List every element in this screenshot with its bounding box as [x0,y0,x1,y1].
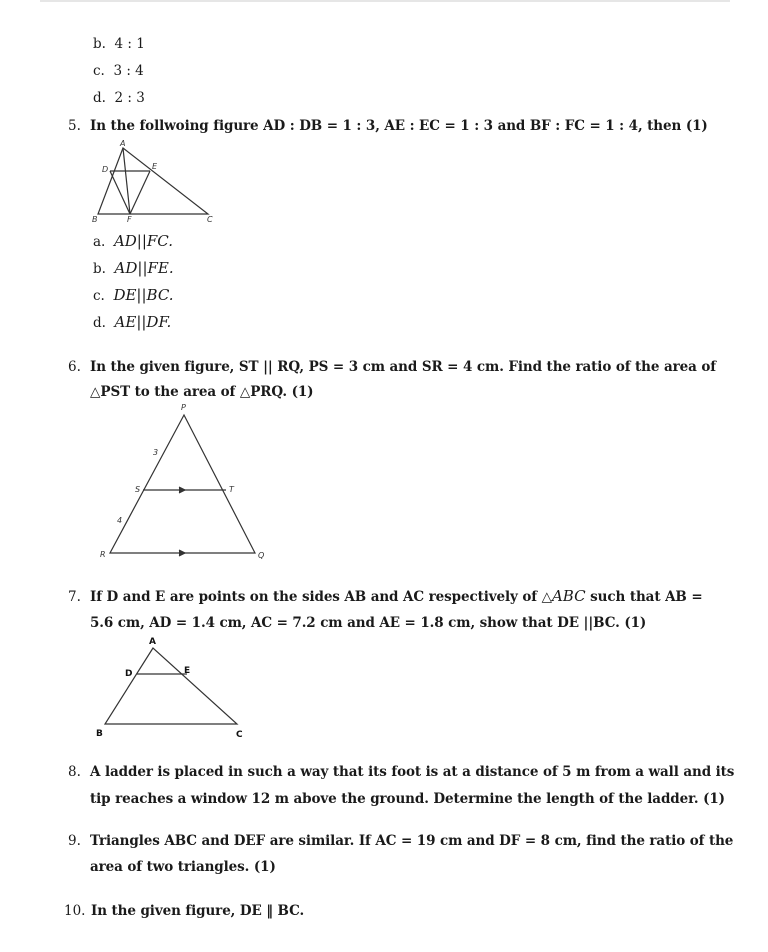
question-text-line2a: PST to the area of [100,384,240,400]
q7-figure [95,636,255,746]
question-text-line2: 5.6 cm, AD = 1.4 cm, AC = 7.2 cm and AE = 1.8 cm, show that DE ||BC. (1) [90,615,647,631]
q5-label-f: F [127,215,132,224]
q7-label-d: D [125,669,133,679]
question-text-line1b: such that AB = [585,589,703,605]
triangle-symbol: △ [239,384,251,400]
option-c: c. 3 : 4 [93,63,144,79]
question-text-line2: area of two triangles. (1) [90,859,276,875]
q5-label-a: A [120,139,126,148]
question-9 [68,832,733,850]
question-text-line1: In the given figure, ST || RQ, PS = 3 cm and SR = 4 cm. Find the ratio of the area of [90,359,716,375]
question-number: 6. [68,359,81,375]
q6-label-q: Q [258,551,265,560]
q5-label-e: E [152,162,158,171]
question-text-line2b: PRQ. (1) [250,384,314,400]
question-text-line1a: If D and E are points on the sides AB and AC respectively of [90,589,542,605]
q6-label-ps: 3 [153,448,159,457]
question-number: 5. [68,118,81,134]
q6-label-s: S [135,485,141,494]
q6-label-r: R [100,550,106,559]
question-number: 7. [68,589,81,605]
question-9-line2 [90,858,276,876]
q7-triangle-abc [105,648,237,724]
q6-label-sr: 4 [117,516,123,525]
q5-segment-ef [130,171,150,214]
q5-figure [90,140,220,225]
question-text-line2: tip reaches a window 12 m above the ground. Determine the length of the ladder. (1) [90,791,725,807]
triangle-name: ABC [551,587,586,605]
question-10 [64,902,304,920]
question-number: 10. [64,903,86,919]
q5-segment-af [123,148,130,214]
triangle-symbol: △ [90,384,101,400]
q5-option-d: d. AE||DF. [93,313,172,331]
q6-arrow-st [179,487,185,493]
option-d: d. 2 : 3 [93,90,145,106]
q5-label-b: B [92,215,98,224]
question-text-line1: A ladder is placed in such a way that its foot is at a distance of 5 m from a wall and its [90,764,735,780]
q6-label-t: T [229,485,234,494]
q7-label-b: B [96,729,103,739]
q5-option-a: a. AD||FC. [93,232,174,250]
q5-label-d: D [102,165,109,174]
question-6-line2 [90,383,313,401]
option-b: b. 4 : 1 [93,36,145,52]
top-rule [40,0,730,2]
question-8 [68,763,734,781]
q7-label-c: C [236,730,243,740]
q5-option-c: c. DE||BC. [93,286,174,304]
triangle-symbol: △ [541,589,552,605]
q6-label-p: P [181,403,186,412]
question-7 [68,587,703,606]
q6-figure [95,400,275,565]
q5-option-b: b. AD||FE. [93,259,174,277]
q6-arrow-rq [179,550,185,556]
q5-label-c: C [207,215,213,224]
question-5 [68,117,708,135]
question-number: 8. [68,764,81,780]
q6-triangle-prq [110,415,255,553]
q7-label-e: E [184,666,191,676]
q5-segment-df [110,171,130,214]
question-text: In the given figure, DE ‖ BC. [91,903,305,919]
question-text: In the follwoing figure AD : DB = 1 : 3, AE : EC = 1 : 3 and BF : FC = 1 : 4, then (1) [90,118,708,134]
question-6 [68,358,716,376]
question-7-line2 [90,614,646,632]
question-8-line2 [90,790,725,808]
question-number: 9. [68,833,81,849]
question-text-line1: Triangles ABC and DEF are similar. If AC = 19 cm and DF = 8 cm, find the ratio of the [90,833,734,849]
q7-label-a: A [149,637,156,647]
